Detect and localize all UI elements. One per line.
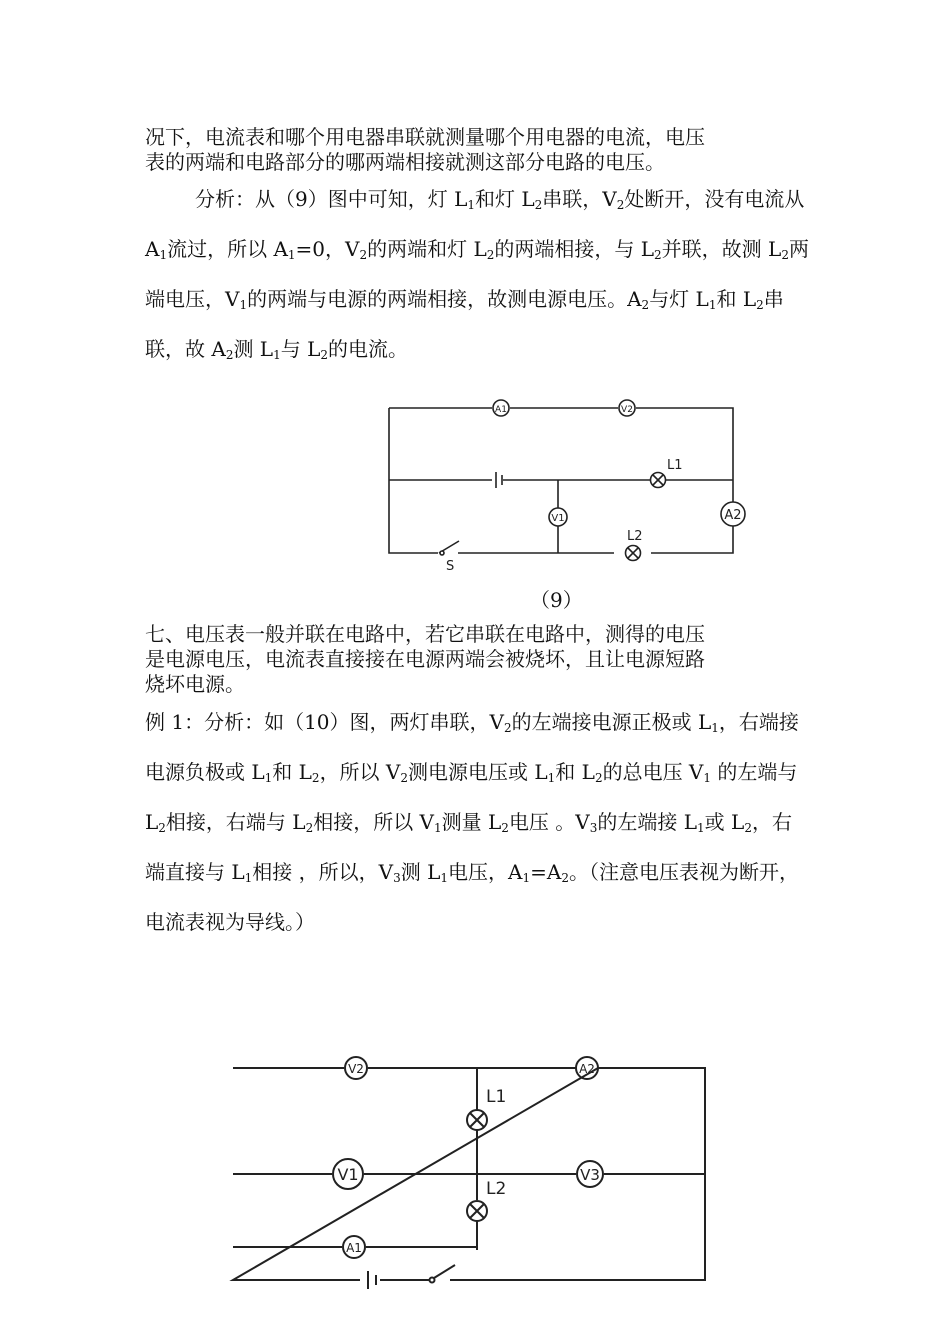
label-a2: A2 (579, 1062, 595, 1076)
voltmeter-v2-symbol (619, 400, 635, 416)
circuit-diagram-9 (0, 390, 950, 580)
text-line: 表的两端和电路部分的哪两端相接就测这部分电路的电压。 (145, 150, 665, 174)
label-switch-s: S (446, 559, 455, 574)
lamp-l2-symbol (626, 529, 643, 561)
label-l2: L2 (627, 529, 643, 544)
label-v2: V2 (348, 1062, 364, 1076)
voltmeter-v1-symbol (333, 1159, 363, 1189)
text-line: 况下，电流表和哪个用电器串联就测量哪个用电器的电流，电压 (145, 125, 705, 149)
label-v1: V1 (337, 1165, 359, 1184)
label-l1: L1 (486, 1087, 507, 1107)
paragraph-intro (145, 125, 810, 175)
label-l1: L1 (667, 458, 683, 473)
label-a1: A1 (495, 405, 507, 415)
voltmeter-v3-symbol (577, 1161, 603, 1187)
paragraph-analysis-9: 分析：从（9）图中可知，灯 $L_1$和灯 $L_2$串联，$V_2$处断开，没有电流从 $A_1$流过，所以 $A_1=0$，$V_2$的两端和灯 $L_2$的两端相接，与 $L_2$并联，故测 $L_2$两端电压，$V_1$的两端与电源的两端相接，故测电源电压。$A_2$与灯 $L_1$和 $L_2$串联，故 $A_2$测 $L_1$与 $L_2$的电流。 (145, 187, 809, 362)
label-a1: A1 (346, 1241, 362, 1255)
lamp-l1-symbol (651, 458, 683, 488)
circuit-diagram-10 (0, 1050, 950, 1344)
label-v1: V1 (551, 513, 565, 524)
text-line: 是电源电压，电流表直接接在电源两端会被烧坏，且让电源短路 (145, 647, 705, 671)
voltmeter-v1-symbol (549, 508, 567, 526)
ammeter-a2-symbol (721, 502, 745, 526)
label-v3: V3 (580, 1166, 600, 1184)
ammeter-a1-symbol (493, 400, 509, 416)
label-a2: A2 (724, 508, 742, 523)
ammeter-a1-symbol (343, 1236, 365, 1258)
text-line: 七、电压表一般并联在电路中，若它串联在电路中，测得的电压 (145, 622, 705, 646)
paragraph-section-seven (145, 622, 810, 697)
ammeter-a2-symbol (576, 1057, 598, 1079)
figure-caption-9: （9） (530, 588, 583, 612)
label-l2: L2 (486, 1179, 507, 1199)
label-v2: V2 (621, 405, 633, 415)
paragraph-example-1: 例 1：分析：如（10）图，两灯串联，$V_2$的左端接电源正极或 $L_1$，右端接电源负极或 $L_1$和 $L_2$，所以 $V_2$测电源电压或 $L_1$和 $L_2$的总电压 $V_1$ 的左端与 $L_2$相接，右端与 $L_2$相接，所以 $V_1$测量 $L_2$电压 。$V_3$的左端接 $L_1$或 $L_2$，右端直接与 $L_1$相接 ，所以，$V_3$测 $L_1$电压，$A_1=A_2$。（注意电压表视为断开，电流表视为导线。） (145, 710, 799, 934)
text-line: 烧坏电源。 (145, 672, 245, 696)
lamp-l2-symbol (467, 1179, 506, 1221)
voltmeter-v2-symbol (345, 1057, 367, 1079)
